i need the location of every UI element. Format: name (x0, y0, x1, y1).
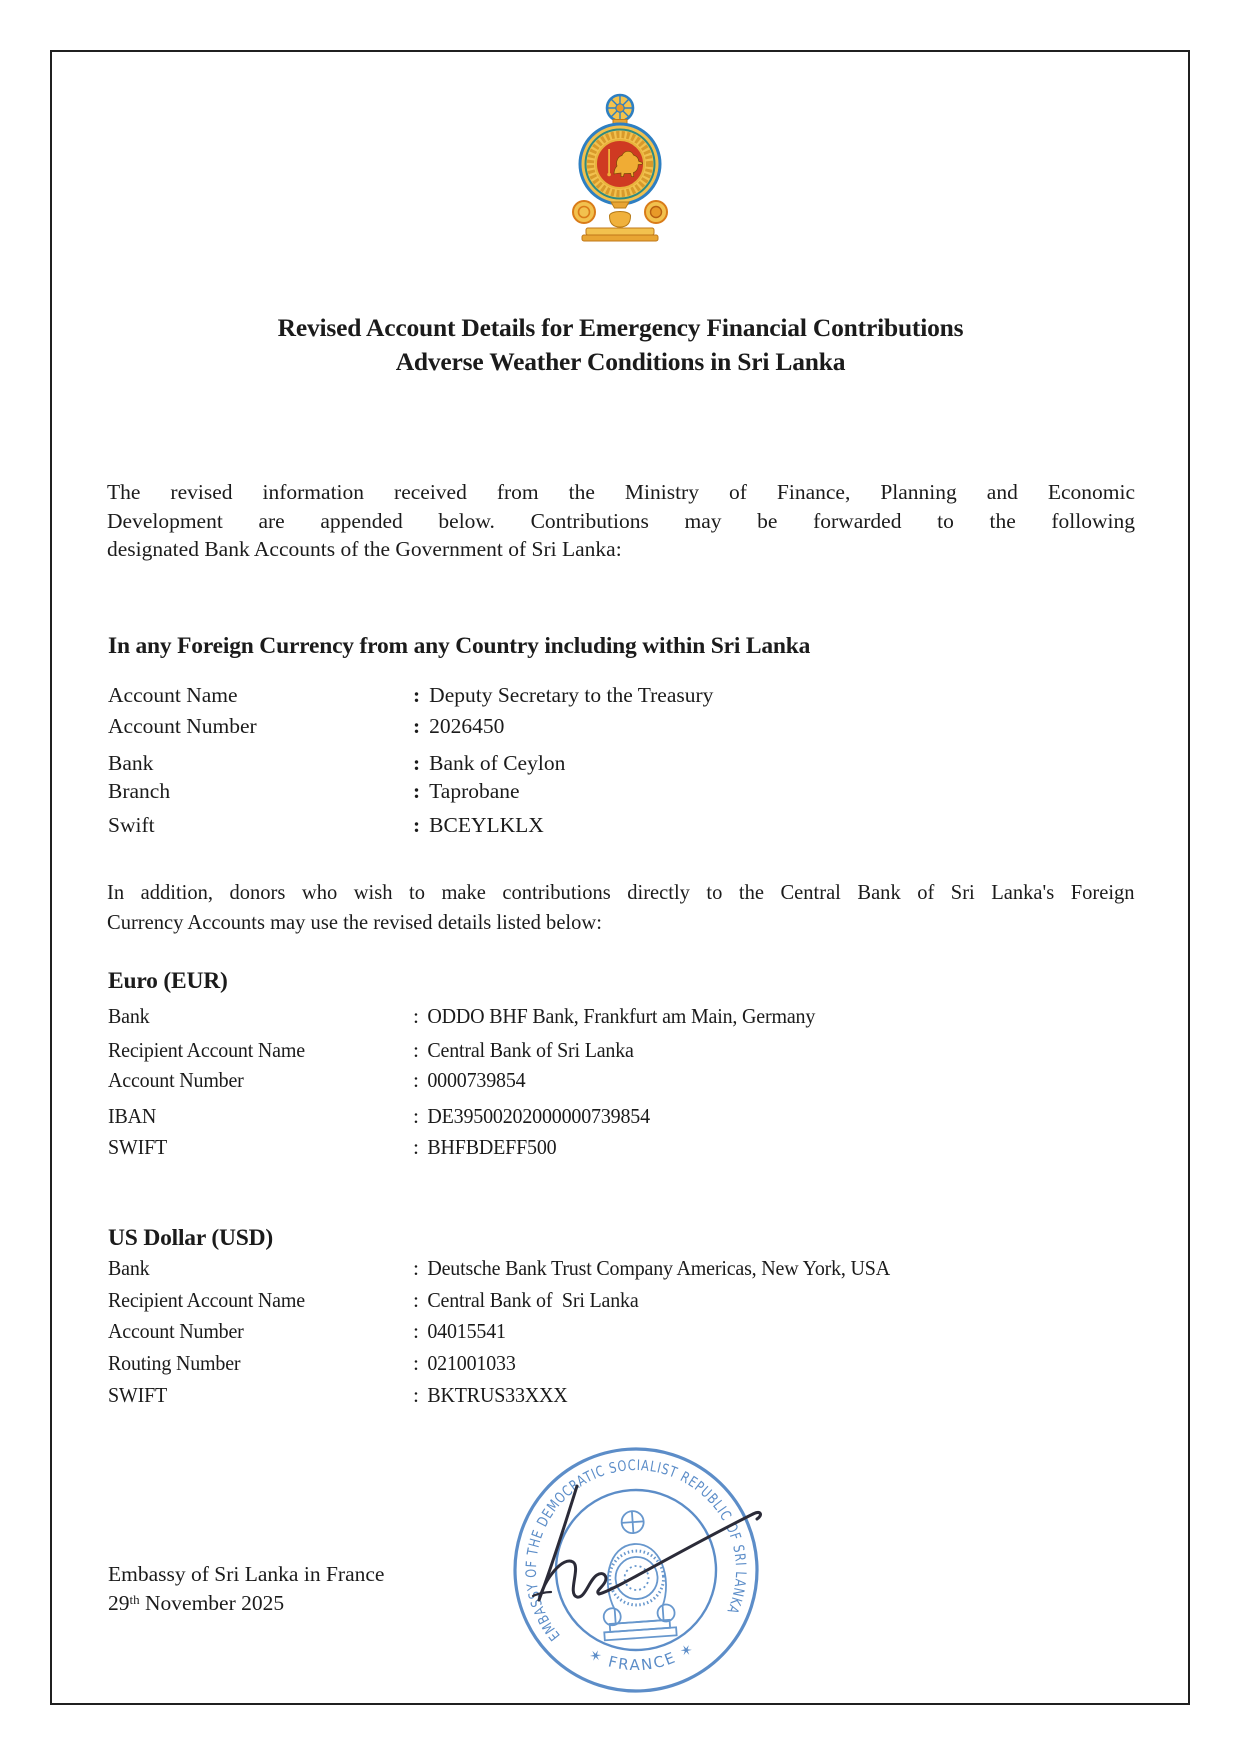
row-label: Swift (108, 813, 155, 837)
intro-line3: designated Bank Accounts of the Government of Sri Lanka: (107, 537, 622, 562)
intro-line1: The revised information received from the Ministry of Finance, Planning and Economic (107, 480, 1135, 504)
row-value: 0000739854 (427, 1068, 526, 1092)
row-value: ODDO BHF Bank, Frankfurt am Main, Germany (427, 1004, 816, 1028)
row-value: Bank of Ceylon (429, 751, 566, 775)
row-label: SWIFT (108, 1135, 168, 1159)
footer-date-rest: November 2025 (139, 1591, 285, 1615)
stamp-bottom-text: ✶ FRANCE ✶ (585, 1638, 699, 1675)
row-value: Taprobane (429, 779, 520, 803)
row-label: Branch (108, 779, 171, 803)
row-value: BHFBDEFF500 (427, 1135, 557, 1159)
intro-line2: Development are appended below. Contributions may be forwarded to the following (107, 508, 1135, 533)
sri-lanka-emblem-icon (570, 92, 670, 242)
footer-date-line (108, 1591, 284, 1616)
footer-embassy-line: Embassy of Sri Lanka in France (108, 1562, 385, 1586)
row-swift (108, 813, 544, 840)
intro-paragraph (107, 478, 1135, 564)
row-label: Account Number (108, 1068, 244, 1092)
row-colon: : (413, 1135, 419, 1159)
row-colon: : (413, 751, 421, 775)
row-value: BKTRUS33XXX (427, 1383, 568, 1407)
row-label: Recipient Account Name (108, 1038, 305, 1062)
row-label: Account Number (108, 714, 257, 738)
row-colon: : (413, 813, 421, 837)
section-foreign-currency-heading: In any Foreign Currency from any Country including within Sri Lanka (108, 633, 811, 659)
row-colon: : (413, 1068, 419, 1092)
middle-line1: In addition, donors who wish to make contributions directly to the Central Bank of Sri Lanka's Foreign (107, 880, 1135, 904)
document-title-line2: Adverse Weather Conditions in Sri Lanka (395, 347, 846, 376)
svg-text:✶ FRANCE ✶ (585, 1638, 700, 1678)
row-colon: : (413, 1383, 419, 1407)
row-colon: : (413, 1319, 419, 1343)
row-value: Deputy Secretary to the Treasury (429, 683, 714, 707)
row-value: 021001033 (427, 1351, 516, 1375)
row-colon: : (413, 714, 421, 738)
row-eur-iban (108, 1104, 667, 1131)
row-label: Bank (108, 1004, 150, 1028)
row-eur-account-number (108, 1068, 534, 1095)
signature-ink (515, 1468, 795, 1628)
row-value: BCEYLKLX (429, 813, 544, 837)
row-value: Deutsche Bank Trust Company Americas, New York, USA (427, 1256, 890, 1280)
row-usd-bank (108, 1256, 925, 1283)
section-euro-heading: Euro (EUR) (108, 968, 228, 994)
row-label: Routing Number (108, 1351, 241, 1375)
row-colon: : (413, 1288, 419, 1312)
row-colon: : (413, 1256, 419, 1280)
footer-date-ordinal: th (129, 1592, 140, 1607)
row-usd-routing-number (108, 1351, 523, 1378)
row-bank (108, 751, 565, 778)
row-label: Bank (108, 751, 154, 775)
row-label: Recipient Account Name (108, 1288, 305, 1312)
row-value: 2026450 (429, 714, 505, 738)
row-usd-account-number (108, 1319, 512, 1346)
row-value: DE39500202000000739854 (427, 1104, 650, 1128)
row-colon: : (413, 1351, 419, 1375)
row-label: SWIFT (108, 1383, 168, 1407)
row-label: IBAN (108, 1104, 157, 1128)
row-value: Central Bank of Sri Lanka (427, 1288, 639, 1312)
document-title-line1: Revised Account Details for Emergency Financial Contributions (277, 313, 964, 342)
row-eur-recipient (108, 1038, 650, 1065)
row-account-number (108, 714, 504, 741)
row-branch (108, 779, 520, 806)
row-colon: : (413, 683, 421, 707)
row-usd-swift (108, 1383, 579, 1410)
footer-date-day: 29 (108, 1591, 130, 1615)
row-value: 04015541 (427, 1319, 506, 1343)
row-eur-bank (108, 1004, 845, 1031)
row-colon: : (413, 1004, 419, 1028)
row-eur-swift (108, 1135, 567, 1162)
row-usd-recipient (108, 1288, 655, 1315)
middle-line2: Currency Accounts may use the revised details listed below: (107, 910, 602, 934)
row-label: Account Number (108, 1319, 244, 1343)
row-label: Bank (108, 1256, 150, 1280)
middle-paragraph (107, 877, 1135, 937)
stamp-ring-text: EMBASSY OF THE DEMOCRATIC SOCIALIST REPUBLIC OF SRI LANKA (523, 1457, 749, 1644)
row-value: Central Bank of Sri Lanka (427, 1038, 634, 1062)
row-colon: : (413, 1104, 419, 1128)
row-account-name (108, 683, 713, 710)
row-label: Account Name (108, 683, 238, 707)
row-colon: : (413, 1038, 419, 1062)
row-colon: : (413, 779, 421, 803)
section-usd-heading: US Dollar (USD) (108, 1225, 273, 1251)
